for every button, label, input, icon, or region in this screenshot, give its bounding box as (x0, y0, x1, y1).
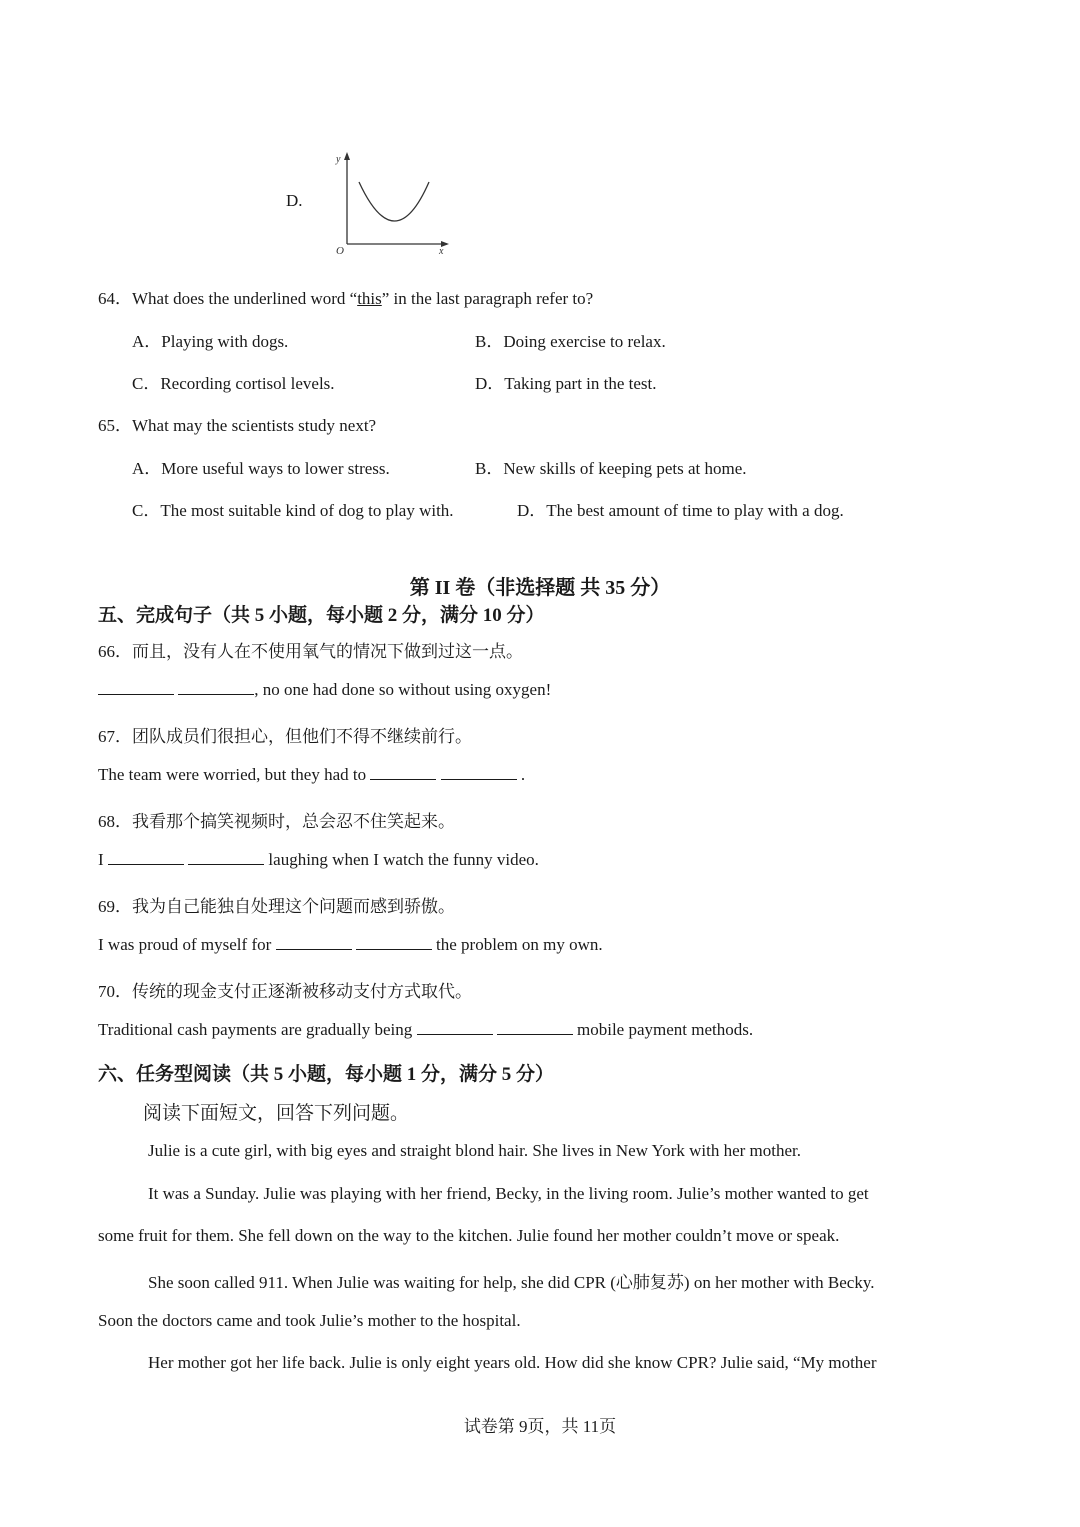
graph-option-label: D. (286, 191, 303, 210)
q68-chinese: 68．我看那个搞笑视频时，总会忍不住笑起来。 (98, 812, 455, 831)
origin-label: O (336, 245, 344, 257)
underlined-word: this (357, 289, 382, 308)
q65-option-b[interactable]: B．New skills of keeping pets at home. (475, 459, 747, 478)
answer-blank[interactable] (417, 1020, 493, 1035)
question-65 (98, 411, 376, 436)
q70-chinese: 70．传统的现金支付正逐渐被移动支付方式取代。 (98, 982, 472, 1001)
sentence-before: I was proud of myself for (98, 935, 276, 954)
part2-title: 第 II 卷（非选择题 共 35 分） (409, 577, 671, 599)
q68-english (98, 850, 539, 870)
section5-title: 五、完成句子（共 5 小题，每小题 2 分，满分 10 分） (98, 605, 545, 626)
sentence-after: laughing when I watch the funny video. (264, 850, 539, 869)
answer-blank[interactable] (108, 850, 184, 865)
sentence-after: mobile payment methods. (572, 1020, 754, 1039)
answer-blank[interactable] (98, 680, 174, 695)
passage-line: It was a Sunday. Julie was playing with her friend, Becky, in the living room. Julie’s mother wanted to get (148, 1184, 869, 1203)
question-text-before: What does the underlined word “ (132, 289, 358, 308)
sentence-before: The team were worried, but they had to (98, 765, 371, 784)
answer-blank[interactable] (188, 850, 264, 865)
q67-english (98, 765, 525, 785)
page-footer: 试卷第 9页，共 11页 (463, 1417, 617, 1436)
passage-line: Her mother got her life back. Julie is only eight years old. How did she know CPR? Julie said, “My mother (148, 1353, 877, 1372)
q64-option-c[interactable]: C．Recording cortisol levels. (132, 374, 335, 393)
question-number: 64． (98, 289, 132, 308)
passage-line: some fruit for them. She fell down on the way to the kitchen. Julie found her mother couldn’t move or speak. (98, 1226, 840, 1245)
y-axis-label: y (336, 154, 341, 165)
answer-blank[interactable] (178, 680, 254, 695)
question-number: 65． (98, 416, 132, 435)
passage-line: She soon called 911. When Julie was waiting for help, she did CPR (心肺复苏) on her mother with Becky. (148, 1273, 875, 1292)
sentence-before: I (98, 850, 108, 869)
q69-chinese: 69．我为自己能独自处理这个问题而感到骄傲。 (98, 897, 455, 916)
parabola-graph (325, 148, 455, 258)
sentence-after: the problem on my own. (431, 935, 603, 954)
q69-english (98, 935, 603, 955)
x-axis-label: x (439, 246, 444, 257)
q64-option-a[interactable]: A．Playing with dogs. (132, 332, 289, 351)
q70-english (98, 1020, 753, 1040)
answer-blank[interactable] (276, 935, 352, 950)
q64-option-d[interactable]: D．Taking part in the test. (475, 374, 657, 393)
question-64 (98, 284, 593, 309)
q66-english (98, 680, 551, 700)
q65-option-d[interactable]: D．The best amount of time to play with a dog. (517, 501, 844, 520)
sentence-after: , no one had done so without using oxygen! (254, 680, 552, 699)
q64-option-b[interactable]: B．Doing exercise to relax. (475, 332, 666, 351)
sentence-before: Traditional cash payments are gradually being (98, 1020, 417, 1039)
q65-option-c[interactable]: C．The most suitable kind of dog to play with. (132, 501, 454, 520)
question-text: What may the scientists study next? (132, 416, 377, 435)
parabola-curve (359, 182, 429, 221)
passage-line: Soon the doctors came and took Julie’s mother to the hospital. (98, 1311, 521, 1330)
section6-instruction: 阅读下面短文，回答下列问题。 (143, 1103, 410, 1124)
answer-blank[interactable] (370, 765, 436, 780)
q65-option-a[interactable]: A．More useful ways to lower stress. (132, 459, 390, 478)
y-axis-arrow (344, 152, 350, 160)
answer-blank[interactable] (497, 1020, 573, 1035)
section6-title: 六、任务型阅读（共 5 小题，每小题 1 分，满分 5 分） (98, 1064, 555, 1085)
answer-blank[interactable] (356, 935, 432, 950)
passage-line: Julie is a cute girl, with big eyes and straight blond hair. She lives in New York with her mother. (148, 1141, 801, 1160)
answer-blank[interactable] (441, 765, 517, 780)
q67-chinese: 67．团队成员们很担心，但他们不得不继续前行。 (98, 727, 472, 746)
sentence-after: . (516, 765, 526, 784)
question-text-after: ” in the last paragraph refer to? (381, 289, 594, 308)
q66-chinese: 66．而且，没有人在不使用氧气的情况下做到过这一点。 (98, 642, 523, 661)
